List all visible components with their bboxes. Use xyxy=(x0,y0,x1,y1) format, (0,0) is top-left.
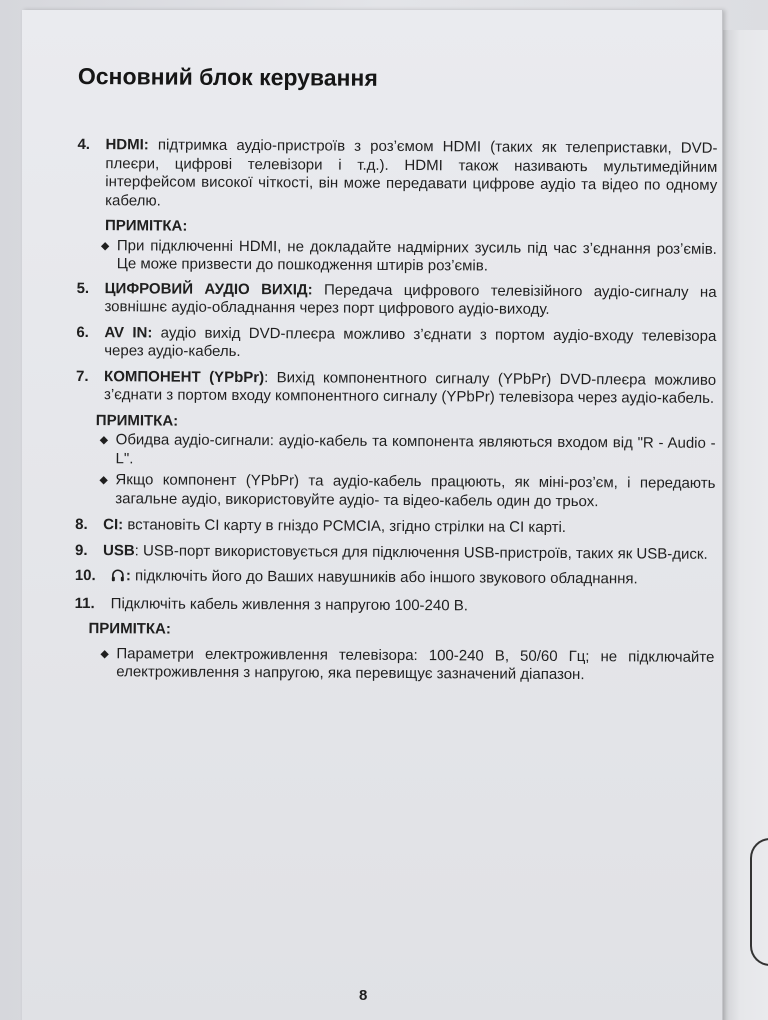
list-item-power xyxy=(75,594,715,616)
list-item-digital-audio-out xyxy=(76,279,716,320)
item-number: 10. xyxy=(74,566,96,585)
item-text: підтримка аудіо-пристроїв з роз’ємом HDMI (таких як телеприставки, DVD-плеєри, цифрові телевізори і т.д.). HDMI також називають мультимедійним інтерфейсом високої чіткості, він може передавати цифрове аудіо та відео по одному кабелю. xyxy=(105,136,718,210)
note-label-power: ПРИМІТКА: xyxy=(88,620,171,638)
page-content xyxy=(74,62,718,688)
item-title: : xyxy=(125,567,131,585)
item-title: HDMI: xyxy=(105,136,149,154)
manual-page xyxy=(22,10,723,1020)
item-text: : USB-порт використовується для підключення USB-пристроїв, таких як USB-диск. xyxy=(134,541,708,563)
note-label-hdmi: ПРИМІТКА: xyxy=(104,217,188,235)
headphones-icon xyxy=(111,568,125,588)
note-bullet-component-2 xyxy=(75,471,715,512)
list-item-av-in xyxy=(76,323,716,364)
item-number: 6. xyxy=(76,323,89,341)
item-text: встановіть CI карту в гніздо PCMCIA, згідно стрілки на CI карті. xyxy=(123,516,567,536)
diamond-bullet-icon: ◆ xyxy=(99,474,108,487)
adjacent-page-diagram-edge xyxy=(750,838,768,966)
bullet-text: Обидва аудіо-сигнали: аудіо-кабель та компонента являються входом від "R - Audio - L". xyxy=(115,431,716,467)
list-item-hdmi xyxy=(77,136,717,214)
item-text: Передача цифрового телевізійного аудіо-сигналу на зовнішнє аудіо-обладнання через порт цифрового аудіо-виходу. xyxy=(104,280,717,318)
list-item-component xyxy=(76,367,716,408)
item-title: ЦИФРОВИЙ АУДІО ВИХІД: xyxy=(104,279,313,298)
page-number: 8 xyxy=(359,987,368,1004)
item-number: 11. xyxy=(74,594,95,612)
item-number: 4. xyxy=(77,135,91,154)
item-title: КОМПОНЕНТ (YPbPr) xyxy=(104,367,265,386)
list-item-ci xyxy=(75,516,715,538)
item-number: 7. xyxy=(76,367,89,385)
page-title: Основний блок керування xyxy=(77,62,378,91)
bullet-text: Параметри електроживлення телевізора: 100-240 В, 50/60 Гц; не підключайте електроживлення з напругою, яка перевищує зазначений діапазон. xyxy=(116,644,715,684)
list-item-usb xyxy=(75,541,715,563)
diamond-bullet-icon: ◆ xyxy=(99,434,109,447)
diamond-bullet-icon: ◆ xyxy=(100,239,110,252)
item-number: 5. xyxy=(76,279,90,297)
list-item-headphones xyxy=(75,567,715,591)
diamond-bullet-icon: ◆ xyxy=(100,647,109,660)
bullet-text: Якщо компонент (YPbPr) та аудіо-кабель працюють, як міні-роз’єм, і передають загальне аудіо, використовуйте аудіо- та відео-кабель один до трьох. xyxy=(115,471,716,510)
note-bullet-component-1 xyxy=(76,431,716,472)
note-bullet-hdmi xyxy=(77,236,717,277)
item-title: CI: xyxy=(103,516,124,534)
item-number: 9. xyxy=(74,541,88,559)
item-number: 8. xyxy=(75,515,88,534)
item-text: Підключіть кабель живлення з напругою 100-240 В. xyxy=(110,594,469,614)
item-text: : Вихід компонентного сигналу (YPbPr) DVD-плеєра можливо з’єднати з портом входу компонентного сигналу (YPbPr) телевізора через аудіо-кабель. xyxy=(103,368,717,407)
item-title: AV IN: xyxy=(104,323,153,341)
note-label-component: ПРИМІТКА: xyxy=(95,411,179,430)
item-text: підключіть його до Ваших навушників або іншого звукового обладнання. xyxy=(130,567,638,588)
bullet-text: При підключенні HDMI, не докладайте надмірних зусиль під час з’єднання роз’ємів. Це може призвести до пошкодження штирів роз’ємів. xyxy=(116,236,717,275)
item-title: USB xyxy=(102,541,135,559)
note-bullet-power xyxy=(74,644,714,685)
item-text: аудіо вихід DVD-плеєра можливо з’єднати з портом аудіо-входу телевізора через аудіо-кабель. xyxy=(104,323,717,360)
